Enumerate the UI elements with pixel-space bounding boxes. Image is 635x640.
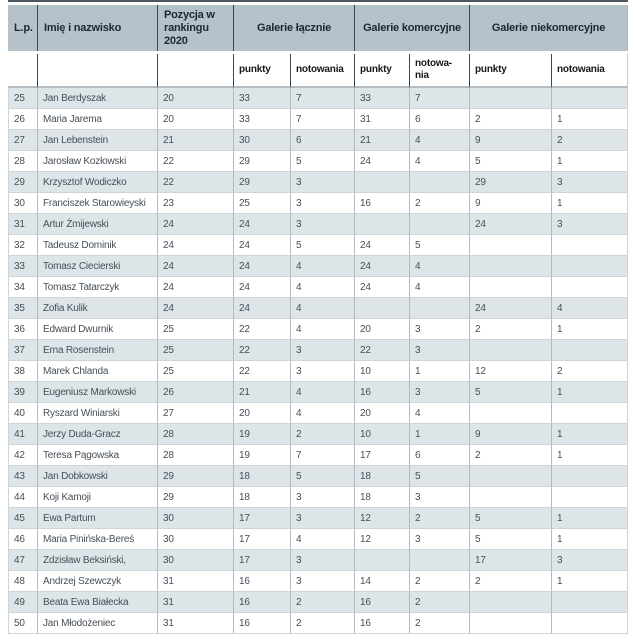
cell-position: 25 (158, 361, 234, 382)
cell-galerie-lacznie-notowania: 4 (291, 277, 355, 298)
cell-galerie-niekomercyjne-notowania: 1 (552, 424, 628, 445)
cell-galerie-lacznie-notowania: 2 (291, 592, 355, 613)
cell-galerie-lacznie-notowania: 7 (291, 88, 355, 109)
cell-lp: 26 (8, 109, 38, 130)
cell-name: Marek Chlanda (38, 361, 158, 382)
table-row (8, 361, 628, 382)
cell-galerie-komercyjne-punkty: 20 (355, 403, 410, 424)
cell-name: Beata Ewa Białecka (38, 592, 158, 613)
table-row (8, 277, 628, 298)
cell-galerie-niekomercyjne-notowania: 1 (552, 529, 628, 550)
cell-name: Tomasz Tatarczyk (38, 277, 158, 298)
table-row (8, 193, 628, 214)
cell-lp: 50 (8, 613, 38, 634)
cell-position: 22 (158, 172, 234, 193)
top-rule (8, 0, 628, 2)
cell-lp: 44 (8, 487, 38, 508)
cell-galerie-niekomercyjne-notowania: 2 (552, 130, 628, 151)
cell-galerie-lacznie-punkty: 29 (234, 172, 291, 193)
cell-name: Koji Kamoji (38, 487, 158, 508)
cell-name: Artur Żmijewski (38, 214, 158, 235)
cell-galerie-komercyjne-notowania: 3 (410, 487, 470, 508)
cell-galerie-lacznie-punkty: 18 (234, 466, 291, 487)
cell-galerie-komercyjne-punkty: 24 (355, 256, 410, 277)
cell-galerie-lacznie-punkty: 33 (234, 109, 291, 130)
table-row (8, 109, 628, 130)
cell-galerie-niekomercyjne-notowania (552, 256, 628, 277)
cell-galerie-komercyjne-notowania: 4 (410, 151, 470, 172)
cell-position: 28 (158, 424, 234, 445)
cell-name: Tomasz Ciecierski (38, 256, 158, 277)
cell-galerie-lacznie-notowania: 3 (291, 340, 355, 361)
cell-galerie-niekomercyjne-notowania (552, 235, 628, 256)
cell-galerie-niekomercyjne-punkty: 9 (470, 130, 552, 151)
cell-galerie-komercyjne-punkty: 21 (355, 130, 410, 151)
cell-galerie-niekomercyjne-punkty: 5 (470, 508, 552, 529)
cell-galerie-lacznie-punkty: 24 (234, 256, 291, 277)
cell-galerie-komercyjne-punkty: 10 (355, 361, 410, 382)
cell-galerie-niekomercyjne-notowania (552, 277, 628, 298)
table-row (8, 508, 628, 529)
cell-galerie-niekomercyjne-punkty (470, 88, 552, 109)
cell-galerie-komercyjne-notowania: 7 (410, 88, 470, 109)
cell-lp: 41 (8, 424, 38, 445)
cell-position: 21 (158, 130, 234, 151)
cell-galerie-niekomercyjne-punkty: 2 (470, 571, 552, 592)
cell-galerie-niekomercyjne-notowania (552, 466, 628, 487)
cell-galerie-komercyjne-notowania: 3 (410, 529, 470, 550)
cell-galerie-niekomercyjne-punkty: 2 (470, 109, 552, 130)
cell-galerie-niekomercyjne-notowania: 4 (552, 298, 628, 319)
cell-galerie-lacznie-notowania: 4 (291, 529, 355, 550)
cell-galerie-niekomercyjne-punkty: 9 (470, 193, 552, 214)
cell-galerie-niekomercyjne-punkty (470, 487, 552, 508)
cell-galerie-lacznie-notowania: 7 (291, 109, 355, 130)
cell-lp: 32 (8, 235, 38, 256)
cell-galerie-komercyjne-notowania: 3 (410, 319, 470, 340)
cell-galerie-komercyjne-punkty: 20 (355, 319, 410, 340)
cell-galerie-komercyjne-punkty: 18 (355, 487, 410, 508)
table-row (8, 550, 628, 571)
table-row (8, 571, 628, 592)
cell-galerie-komercyjne-notowania: 1 (410, 424, 470, 445)
cell-galerie-niekomercyjne-punkty (470, 340, 552, 361)
cell-lp: 27 (8, 130, 38, 151)
cell-galerie-niekomercyjne-notowania: 1 (552, 445, 628, 466)
cell-name: Zofia Kulik (38, 298, 158, 319)
cell-galerie-lacznie-punkty: 16 (234, 571, 291, 592)
cell-galerie-komercyjne-notowania: 2 (410, 571, 470, 592)
cell-galerie-lacznie-notowania: 3 (291, 571, 355, 592)
cell-galerie-lacznie-notowania: 3 (291, 487, 355, 508)
cell-name: Teresa Pągowska (38, 445, 158, 466)
cell-galerie-komercyjne-notowania: 2 (410, 613, 470, 634)
cell-lp: 34 (8, 277, 38, 298)
ranking-table (8, 5, 628, 634)
cell-galerie-komercyjne-punkty: 16 (355, 382, 410, 403)
cell-position: 24 (158, 235, 234, 256)
cell-galerie-niekomercyjne-punkty (470, 592, 552, 613)
cell-position: 28 (158, 445, 234, 466)
cell-lp: 35 (8, 298, 38, 319)
subheader-empty-name (38, 54, 158, 88)
cell-galerie-niekomercyjne-notowania (552, 340, 628, 361)
cell-galerie-niekomercyjne-punkty: 12 (470, 361, 552, 382)
cell-galerie-komercyjne-punkty: 33 (355, 88, 410, 109)
table-row (8, 403, 628, 424)
cell-galerie-lacznie-punkty: 24 (234, 235, 291, 256)
cell-galerie-lacznie-notowania: 5 (291, 235, 355, 256)
cell-galerie-niekomercyjne-punkty: 17 (470, 550, 552, 571)
cell-galerie-niekomercyjne-punkty: 24 (470, 298, 552, 319)
cell-galerie-niekomercyjne-punkty (470, 256, 552, 277)
cell-galerie-niekomercyjne-notowania: 1 (552, 151, 628, 172)
cell-galerie-komercyjne-notowania (410, 550, 470, 571)
cell-galerie-komercyjne-notowania (410, 214, 470, 235)
cell-galerie-komercyjne-notowania (410, 172, 470, 193)
cell-name: Erna Rosenstein (38, 340, 158, 361)
cell-position: 23 (158, 193, 234, 214)
subheader-galerie-niekomercyjne-notowania: notowania (552, 54, 628, 88)
table-row (8, 529, 628, 550)
table-row (8, 613, 628, 634)
cell-galerie-lacznie-punkty: 17 (234, 550, 291, 571)
cell-position: 30 (158, 508, 234, 529)
cell-name: Maria Pinińska-Bereś (38, 529, 158, 550)
table-row (8, 466, 628, 487)
cell-lp: 47 (8, 550, 38, 571)
cell-galerie-lacznie-notowania: 2 (291, 613, 355, 634)
cell-galerie-komercyjne-punkty (355, 214, 410, 235)
cell-galerie-komercyjne-punkty: 12 (355, 529, 410, 550)
cell-position: 24 (158, 277, 234, 298)
cell-position: 26 (158, 382, 234, 403)
cell-galerie-lacznie-punkty: 24 (234, 298, 291, 319)
cell-galerie-niekomercyjne-punkty (470, 277, 552, 298)
cell-galerie-komercyjne-notowania: 4 (410, 277, 470, 298)
header-group-row (8, 5, 628, 51)
cell-galerie-komercyjne-punkty: 24 (355, 277, 410, 298)
subheader-galerie-lacznie-notowania: notowania (291, 54, 355, 88)
cell-galerie-niekomercyjne-notowania: 3 (552, 550, 628, 571)
cell-name: Tadeusz Dominik (38, 235, 158, 256)
cell-galerie-komercyjne-punkty: 16 (355, 613, 410, 634)
cell-galerie-lacznie-punkty: 17 (234, 508, 291, 529)
cell-lp: 28 (8, 151, 38, 172)
cell-galerie-lacznie-notowania: 4 (291, 298, 355, 319)
cell-galerie-niekomercyjne-notowania: 1 (552, 382, 628, 403)
cell-lp: 43 (8, 466, 38, 487)
cell-galerie-niekomercyjne-notowania (552, 487, 628, 508)
cell-position: 24 (158, 256, 234, 277)
cell-galerie-komercyjne-notowania: 1 (410, 361, 470, 382)
cell-galerie-niekomercyjne-punkty: 5 (470, 382, 552, 403)
cell-galerie-lacznie-punkty: 22 (234, 340, 291, 361)
cell-galerie-komercyjne-punkty: 12 (355, 508, 410, 529)
table-row (8, 298, 628, 319)
cell-galerie-lacznie-punkty: 16 (234, 592, 291, 613)
cell-position: 30 (158, 529, 234, 550)
cell-galerie-komercyjne-notowania: 6 (410, 109, 470, 130)
table-row (8, 487, 628, 508)
col-header-name: Imię i nazwisko (38, 5, 158, 51)
table-row (8, 319, 628, 340)
cell-galerie-niekomercyjne-notowania: 1 (552, 193, 628, 214)
cell-galerie-lacznie-punkty: 33 (234, 88, 291, 109)
cell-galerie-komercyjne-punkty: 14 (355, 571, 410, 592)
cell-galerie-niekomercyjne-punkty: 5 (470, 151, 552, 172)
cell-galerie-niekomercyjne-notowania: 1 (552, 571, 628, 592)
cell-galerie-lacznie-notowania: 2 (291, 424, 355, 445)
col-group-galerie-lacznie: Galerie łącznie (234, 5, 355, 51)
cell-galerie-niekomercyjne-notowania: 1 (552, 508, 628, 529)
cell-name: Jerzy Duda-Gracz (38, 424, 158, 445)
cell-galerie-komercyjne-punkty: 18 (355, 466, 410, 487)
table-row (8, 592, 628, 613)
cell-galerie-komercyjne-punkty (355, 172, 410, 193)
cell-name: Ryszard Winiarski (38, 403, 158, 424)
cell-name: Eugeniusz Markowski (38, 382, 158, 403)
cell-position: 24 (158, 298, 234, 319)
cell-lp: 25 (8, 88, 38, 109)
table-row (8, 424, 628, 445)
cell-galerie-lacznie-notowania: 4 (291, 382, 355, 403)
cell-galerie-lacznie-punkty: 19 (234, 445, 291, 466)
subheader-empty-position (158, 54, 234, 88)
cell-galerie-niekomercyjne-punkty: 9 (470, 424, 552, 445)
col-group-galerie-niekomercyjne: Galerie niekomercyjne (470, 5, 628, 51)
cell-galerie-niekomercyjne-punkty: 2 (470, 445, 552, 466)
cell-galerie-lacznie-notowania: 3 (291, 361, 355, 382)
cell-galerie-komercyjne-notowania: 2 (410, 193, 470, 214)
cell-lp: 33 (8, 256, 38, 277)
table-row (8, 88, 628, 109)
cell-galerie-lacznie-notowania: 5 (291, 466, 355, 487)
cell-galerie-lacznie-punkty: 22 (234, 361, 291, 382)
cell-galerie-komercyjne-notowania: 4 (410, 130, 470, 151)
cell-galerie-lacznie-notowania: 6 (291, 130, 355, 151)
cell-galerie-niekomercyjne-notowania (552, 88, 628, 109)
col-header-position: Pozycja w rankingu 2020 (158, 5, 234, 51)
cell-galerie-komercyjne-punkty: 16 (355, 592, 410, 613)
cell-galerie-komercyjne-notowania: 2 (410, 508, 470, 529)
cell-galerie-niekomercyjne-notowania: 3 (552, 172, 628, 193)
cell-name: Franciszek Starowieyski (38, 193, 158, 214)
cell-name: Jarosław Kozłowski (38, 151, 158, 172)
cell-galerie-komercyjne-punkty: 22 (355, 340, 410, 361)
table-row (8, 340, 628, 361)
cell-galerie-lacznie-notowania: 3 (291, 550, 355, 571)
cell-galerie-komercyjne-punkty: 24 (355, 235, 410, 256)
cell-lp: 37 (8, 340, 38, 361)
cell-lp: 31 (8, 214, 38, 235)
cell-galerie-lacznie-punkty: 19 (234, 424, 291, 445)
cell-position: 31 (158, 613, 234, 634)
cell-galerie-niekomercyjne-notowania (552, 403, 628, 424)
cell-name: Jan Młodożeniec (38, 613, 158, 634)
cell-galerie-lacznie-punkty: 16 (234, 613, 291, 634)
cell-galerie-niekomercyjne-punkty: 5 (470, 529, 552, 550)
cell-galerie-komercyjne-punkty (355, 298, 410, 319)
cell-name: Ewa Partum (38, 508, 158, 529)
cell-galerie-lacznie-punkty: 21 (234, 382, 291, 403)
cell-lp: 30 (8, 193, 38, 214)
table-row (8, 151, 628, 172)
subheader-galerie-komercyjne-punkty: punkty (355, 54, 410, 88)
cell-galerie-niekomercyjne-notowania: 1 (552, 319, 628, 340)
cell-galerie-niekomercyjne-punkty: 2 (470, 319, 552, 340)
cell-galerie-komercyjne-notowania: 3 (410, 382, 470, 403)
cell-galerie-lacznie-notowania: 5 (291, 151, 355, 172)
cell-galerie-lacznie-notowania: 4 (291, 319, 355, 340)
cell-position: 25 (158, 319, 234, 340)
cell-position: 27 (158, 403, 234, 424)
cell-galerie-niekomercyjne-punkty: 29 (470, 172, 552, 193)
cell-galerie-lacznie-punkty: 29 (234, 151, 291, 172)
subheader-empty-lp (8, 54, 38, 88)
cell-lp: 45 (8, 508, 38, 529)
cell-lp: 40 (8, 403, 38, 424)
cell-lp: 49 (8, 592, 38, 613)
cell-galerie-niekomercyjne-punkty: 24 (470, 214, 552, 235)
table-row (8, 382, 628, 403)
cell-lp: 38 (8, 361, 38, 382)
cell-position: 31 (158, 571, 234, 592)
cell-galerie-komercyjne-punkty: 24 (355, 151, 410, 172)
cell-galerie-komercyjne-notowania: 5 (410, 466, 470, 487)
cell-galerie-komercyjne-notowania: 4 (410, 403, 470, 424)
cell-galerie-lacznie-punkty: 24 (234, 214, 291, 235)
cell-galerie-niekomercyjne-notowania (552, 592, 628, 613)
cell-lp: 46 (8, 529, 38, 550)
cell-galerie-komercyjne-punkty (355, 550, 410, 571)
cell-position: 25 (158, 340, 234, 361)
cell-galerie-lacznie-punkty: 30 (234, 130, 291, 151)
cell-galerie-komercyjne-notowania: 3 (410, 340, 470, 361)
cell-galerie-komercyjne-notowania: 6 (410, 445, 470, 466)
cell-galerie-niekomercyjne-punkty (470, 403, 552, 424)
cell-lp: 39 (8, 382, 38, 403)
cell-position: 20 (158, 109, 234, 130)
subheader-galerie-lacznie-punkty: punkty (234, 54, 291, 88)
table-row (8, 256, 628, 277)
cell-galerie-lacznie-punkty: 24 (234, 277, 291, 298)
cell-galerie-lacznie-notowania: 3 (291, 214, 355, 235)
cell-galerie-niekomercyjne-notowania: 3 (552, 214, 628, 235)
cell-galerie-komercyjne-notowania: 5 (410, 235, 470, 256)
col-group-galerie-komercyjne: Galerie komercyjne (355, 5, 470, 51)
cell-galerie-lacznie-punkty: 22 (234, 319, 291, 340)
cell-galerie-niekomercyjne-punkty (470, 466, 552, 487)
cell-galerie-niekomercyjne-notowania: 1 (552, 109, 628, 130)
cell-position: 22 (158, 151, 234, 172)
header-sub-row (8, 54, 628, 88)
table-row (8, 172, 628, 193)
cell-galerie-lacznie-punkty: 25 (234, 193, 291, 214)
cell-name: Maria Jarema (38, 109, 158, 130)
cell-galerie-lacznie-punkty: 18 (234, 487, 291, 508)
cell-position: 20 (158, 88, 234, 109)
cell-galerie-lacznie-notowania: 3 (291, 172, 355, 193)
cell-galerie-lacznie-punkty: 20 (234, 403, 291, 424)
cell-galerie-lacznie-punkty: 17 (234, 529, 291, 550)
cell-position: 24 (158, 214, 234, 235)
cell-lp: 42 (8, 445, 38, 466)
cell-galerie-lacznie-notowania: 3 (291, 193, 355, 214)
table-body (8, 88, 628, 634)
cell-name: Krzysztof Wodiczko (38, 172, 158, 193)
table-row (8, 445, 628, 466)
cell-galerie-lacznie-notowania: 4 (291, 403, 355, 424)
cell-position: 31 (158, 592, 234, 613)
cell-galerie-komercyjne-punkty: 10 (355, 424, 410, 445)
cell-galerie-komercyjne-notowania: 2 (410, 592, 470, 613)
subheader-galerie-komercyjne-notowania: notowa-nia (410, 54, 470, 88)
cell-position: 29 (158, 466, 234, 487)
cell-galerie-niekomercyjne-notowania: 2 (552, 361, 628, 382)
cell-position: 29 (158, 487, 234, 508)
cell-galerie-lacznie-notowania: 4 (291, 256, 355, 277)
cell-galerie-komercyjne-punkty: 16 (355, 193, 410, 214)
cell-name: Andrzej Szewczyk (38, 571, 158, 592)
cell-lp: 29 (8, 172, 38, 193)
cell-galerie-komercyjne-notowania (410, 298, 470, 319)
cell-name: Jan Berdyszak (38, 88, 158, 109)
cell-galerie-komercyjne-punkty: 17 (355, 445, 410, 466)
cell-name: Zdzisław Beksiński, (38, 550, 158, 571)
table-row (8, 130, 628, 151)
cell-name: Jan Lebenstein (38, 130, 158, 151)
table-row (8, 214, 628, 235)
cell-name: Jan Dobkowski (38, 466, 158, 487)
cell-lp: 36 (8, 319, 38, 340)
col-header-lp: L.p. (8, 5, 38, 51)
cell-galerie-komercyjne-punkty: 31 (355, 109, 410, 130)
cell-galerie-komercyjne-notowania: 4 (410, 256, 470, 277)
cell-lp: 48 (8, 571, 38, 592)
cell-galerie-niekomercyjne-punkty (470, 235, 552, 256)
cell-galerie-lacznie-notowania: 3 (291, 508, 355, 529)
cell-name: Edward Dwurnik (38, 319, 158, 340)
cell-position: 30 (158, 550, 234, 571)
table-row (8, 235, 628, 256)
cell-galerie-niekomercyjne-notowania (552, 613, 628, 634)
subheader-galerie-niekomercyjne-punkty: punkty (470, 54, 552, 88)
cell-galerie-lacznie-notowania: 7 (291, 445, 355, 466)
cell-galerie-niekomercyjne-punkty (470, 613, 552, 634)
